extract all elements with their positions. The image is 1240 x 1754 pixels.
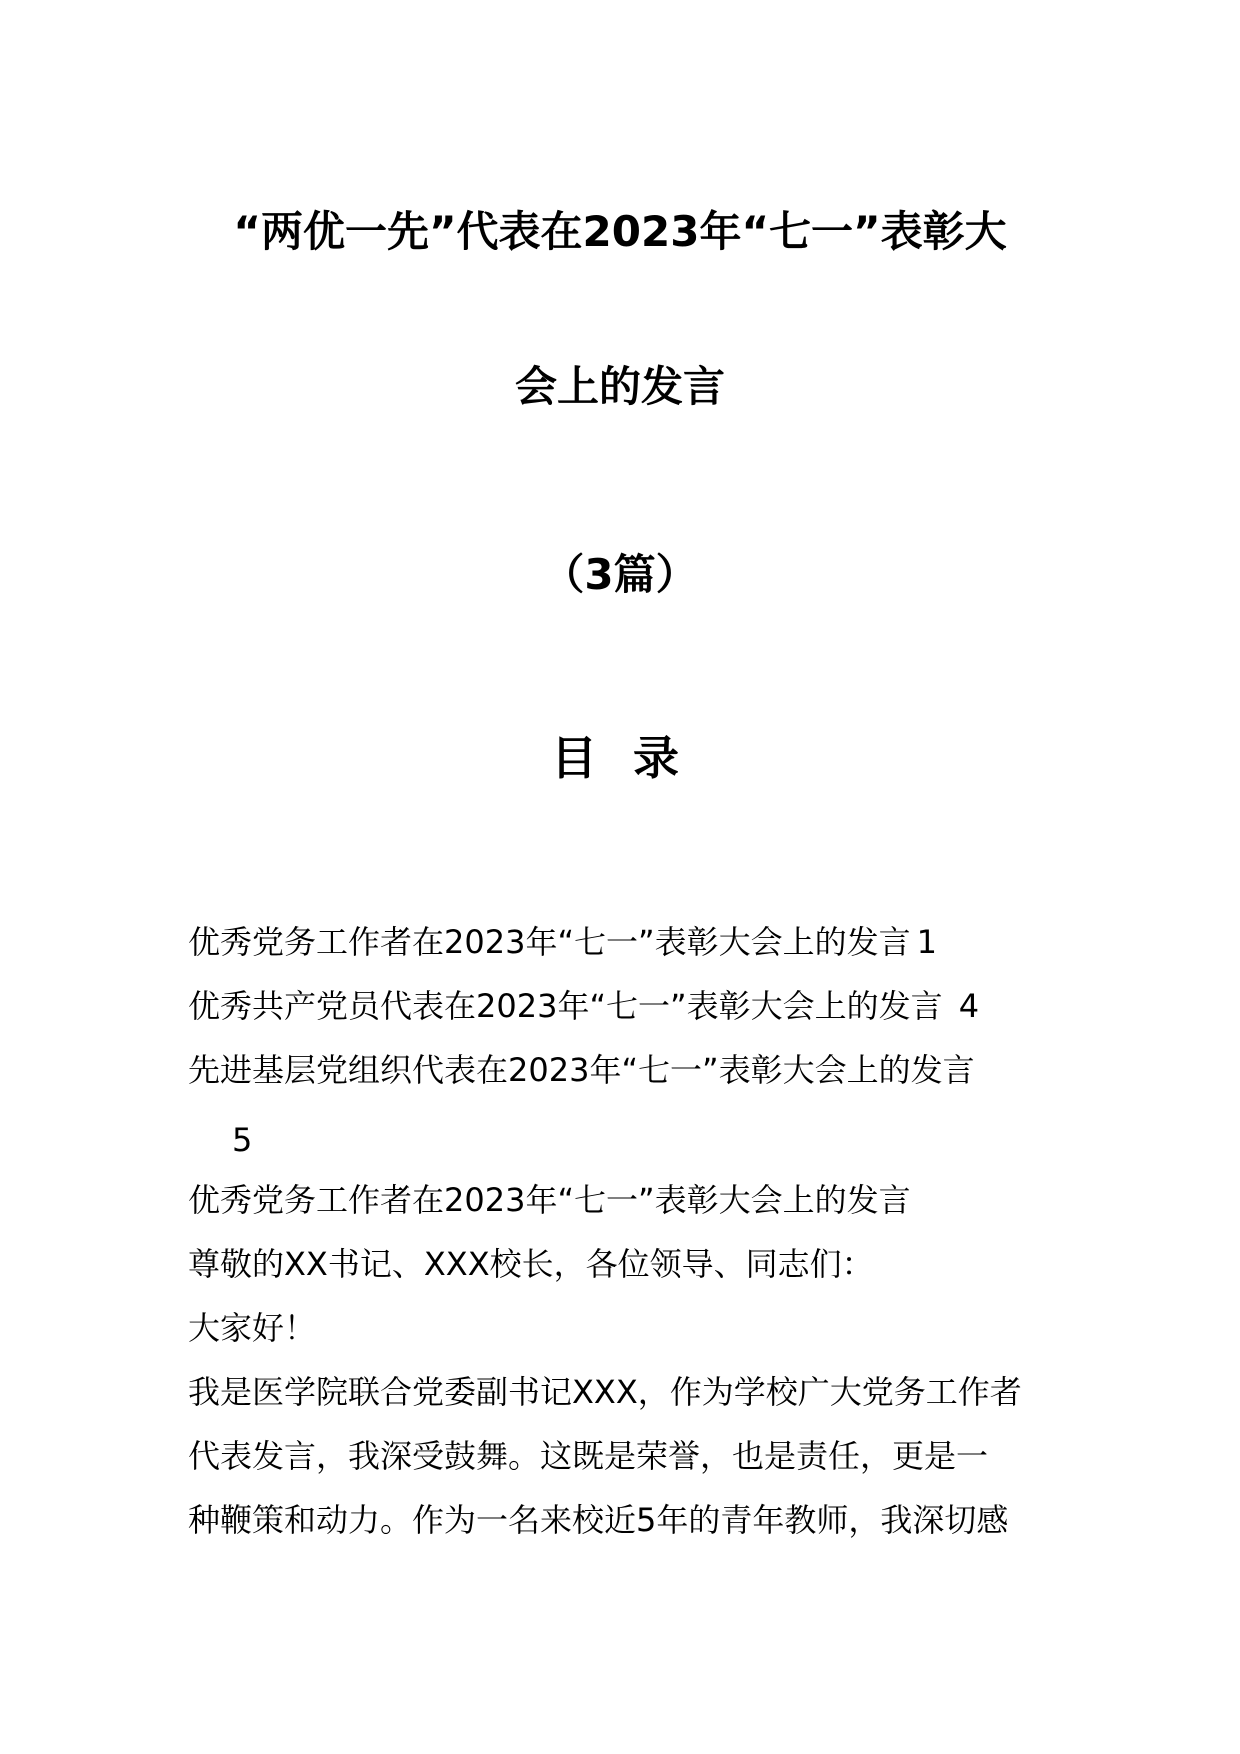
toc-item-page: 5 (232, 1121, 253, 1159)
speech-heading: 优秀党务工作者在2023年“七一”表彰大会上的发言 (188, 1181, 911, 1219)
speech-paragraph-line: 种鞭策和动力。作为一名来校近5年的青年教师，我深切感 (188, 1501, 1009, 1539)
toc-item-page: 4 (948, 987, 980, 1025)
document-title-line-1: “两优一先”代表在2023年“七一”表彰大 (233, 207, 1007, 256)
toc-item[interactable] (188, 1050, 1058, 1090)
toc-item-label: 优秀党务工作者在2023年“七一”表彰大会上的发言 (188, 923, 911, 961)
toc-item-label: 先进基层党组织代表在2023年“七一”表彰大会上的发言 (188, 1051, 975, 1089)
toc-heading: 目 录 (550, 731, 689, 785)
speech-paragraph-line: 我是医学院联合党委副书记XXX，作为学校广大党务工作者 (188, 1373, 1022, 1411)
document-title-line-2: 会上的发言 (514, 362, 725, 411)
article-count: （3篇） (542, 550, 698, 599)
toc-item-label: 优秀共产党员代表在2023年“七一”表彰大会上的发言 (188, 987, 943, 1025)
speech-paragraph-line: 代表发言，我深受鼓舞。这既是荣誉，也是责任，更是一 (188, 1437, 989, 1475)
speech-salutation: 尊敬的XX书记、XXX校长，各位领导、同志们： (188, 1245, 874, 1283)
speech-greeting: 大家好！ (188, 1309, 317, 1347)
toc-item-page: 1 (916, 923, 937, 961)
toc-item[interactable] (188, 922, 1058, 962)
toc-item[interactable] (188, 986, 1058, 1026)
